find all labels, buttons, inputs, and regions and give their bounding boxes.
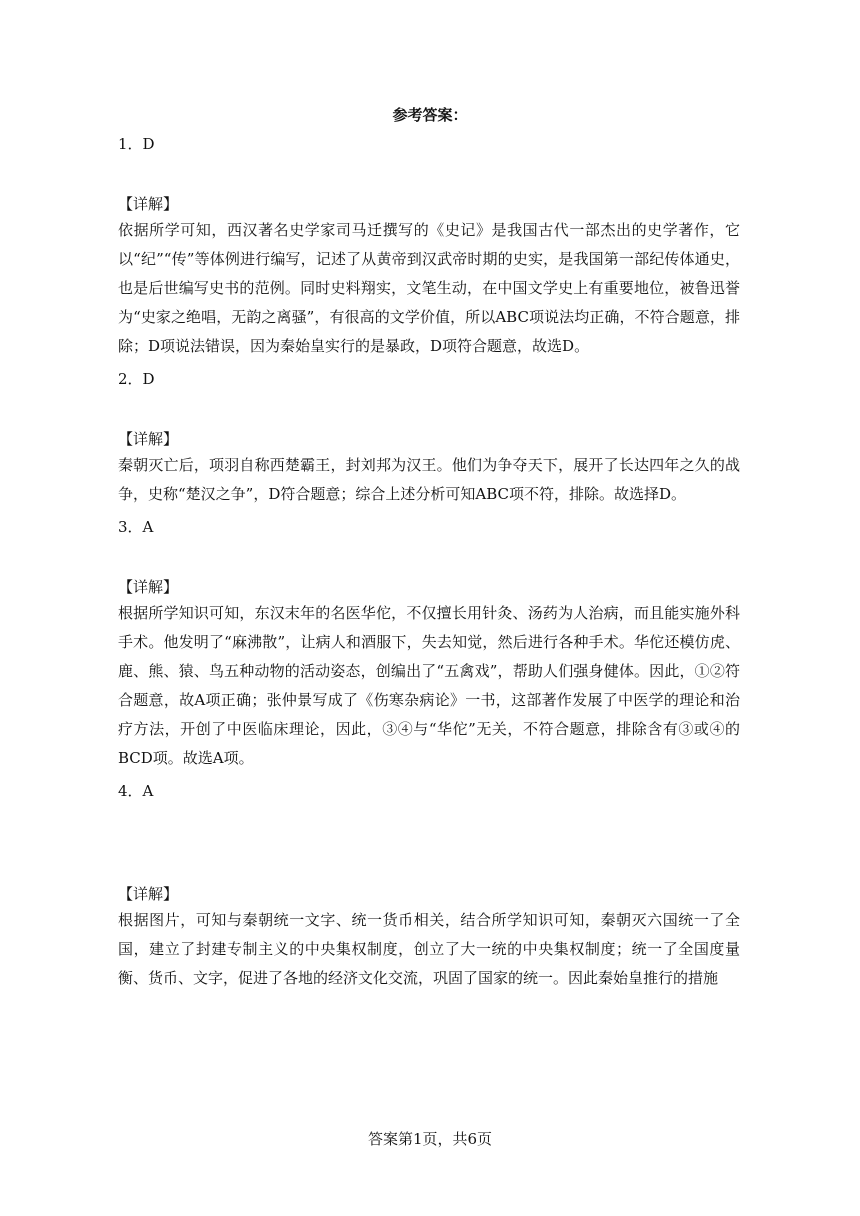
answer-number: 1．D <box>118 135 155 153</box>
answer-item <box>118 134 740 361</box>
answer-list <box>118 134 740 1001</box>
answer-item <box>118 517 740 773</box>
answer-number: 4．A <box>118 782 154 800</box>
explanation-text: 依据所学可知，西汉著名史学家司马迁撰写的《史记》是我国古代一部杰出的史学著作，它以“纪”“传”等体例进行编写，记述了从黄帝到汉武帝时期的史实，是我国第一部纪传体通史，也是后世编写史书的范例。同时史料翔实，文笔生动，在中国文学史上有重要地位，被鲁迅誉为“史家之绝唱，无韵之离骚”，有很高的文学价值，所以ABC项说法均正确，不符合题意，排除；D项说法错误，因为秦始皇实行的是暴政，D项符合题意，故选D。 <box>118 221 740 355</box>
explanation-label: 【详解】 <box>118 430 179 448</box>
page-footer: 答案第1页，共6页 <box>367 1130 493 1148</box>
explanation-text: 秦朝灭亡后，项羽自称西楚霸王，封刘邦为汉王。他们为争夺天下，展开了长达四年之久的战争，史称“楚汉之争”，D符合题意；综合上述分析可知ABC项不符，排除。故选择D。 <box>118 456 740 503</box>
answer-item <box>118 781 740 993</box>
explanation-label: 【详解】 <box>118 578 179 596</box>
explanation-text: 根据图片，可知与秦朝统一文字、统一货币相关，结合所学知识可知，秦朝灭六国统一了全国，建立了封建专制主义的中央集权制度，创立了大一统的中央集权制度；统一了全国度量衡、货币、文字，促进了各地的经济文化交流，巩固了国家的统一。因此秦始皇推行的措施 <box>118 911 740 987</box>
answer-number: 3．A <box>118 518 154 536</box>
explanation-label: 【详解】 <box>118 885 179 903</box>
answer-number: 2．D <box>118 370 155 388</box>
explanation-text: 根据所学知识可知，东汉末年的名医华佗，不仅擅长用针灸、汤药为人治病，而且能实施外科手术。他发明了“麻沸散”，让病人和酒服下，失去知觉，然后进行各种手术。华佗还模仿虎、鹿、熊、猿、鸟五种动物的活动姿态，创编出了“五禽戏”，帮助人们强身健体。因此，①②符合题意，故A项正确；张仲景写成了《伤寒杂病论》一书，这部著作发展了中医学的理论和治疗方法，开创了中医临床理论，因此，③④与“华佗”无关，不符合题意，排除含有③或④的BCD项。故选A项。 <box>118 604 740 767</box>
explanation-label: 【详解】 <box>118 195 179 213</box>
answer-item <box>118 369 740 509</box>
page-title: 参考答案： <box>392 106 468 124</box>
